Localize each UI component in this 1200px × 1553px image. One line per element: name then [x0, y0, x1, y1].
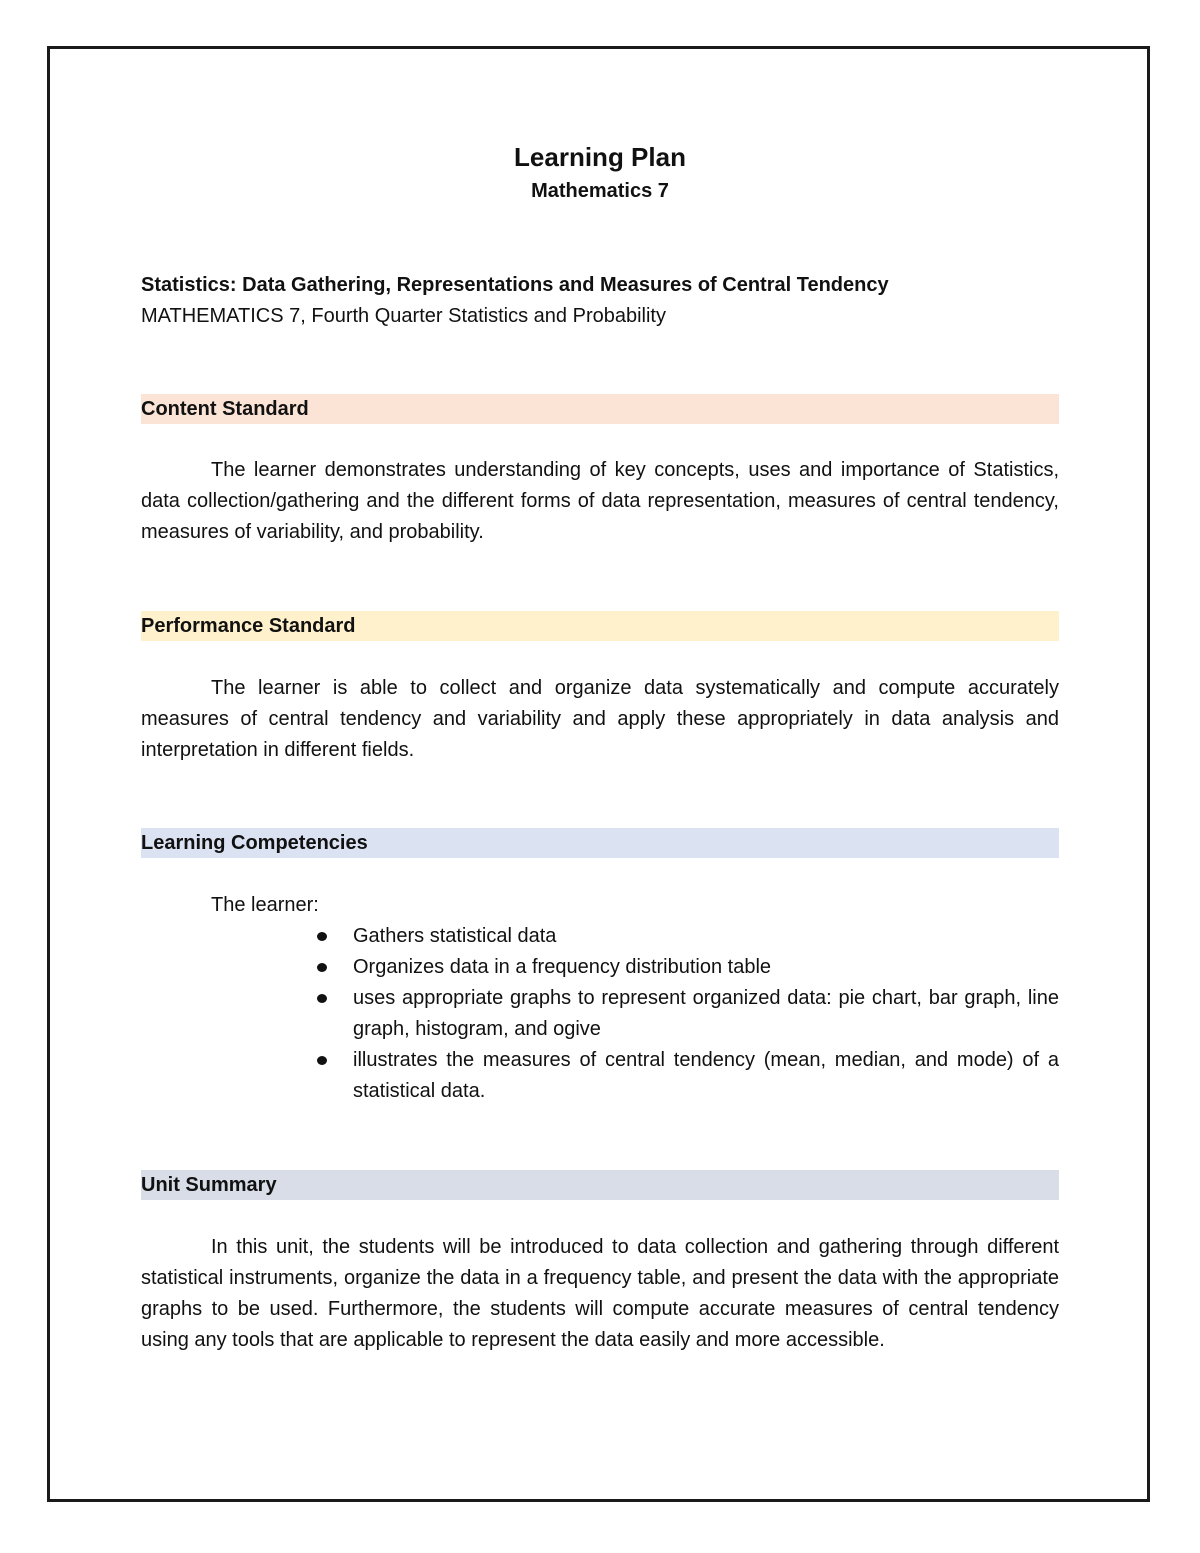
- document-title: Learning Plan: [514, 142, 686, 172]
- list-item-text: Gathers statistical data: [353, 925, 557, 947]
- bullet-icon: [317, 1056, 327, 1065]
- unit-summary-body: In this unit, the students will be introduced to data collection and gathering through different statistical instruments, organize the data in a frequency table, and present the data with the appropriate graphs to be used. Furthermore, the students will compute accurate measures of central tendency using any tools that are applicable to represent the data easily and more accessible.: [141, 1236, 1059, 1351]
- bullet-icon: [317, 932, 327, 941]
- performance-standard-body: The learner is able to collect and organize data systematically and compute accurately measures of central tendency and variability and apply these appropriately in data analysis and interpretation in different fields.: [141, 677, 1059, 761]
- unit-summary-heading: Unit Summary: [141, 1170, 1059, 1200]
- list-item-text: illustrates the measures of central tendency (mean, median, and mode) of a statistical data.: [353, 1049, 1059, 1102]
- unit-title: Statistics: Data Gathering, Representations and Measures of Central Tendency: [141, 274, 889, 296]
- list-item: [312, 983, 1059, 1045]
- list-item: [312, 952, 1059, 983]
- list-item-text: Organizes data in a frequency distribution table: [353, 956, 772, 978]
- competencies-intro: The learner:: [211, 894, 319, 916]
- competencies-list: [312, 921, 1059, 1107]
- bullet-icon: [317, 963, 327, 972]
- document-subtitle: Mathematics 7: [531, 180, 669, 202]
- list-item: [312, 921, 1059, 952]
- list-item-text: uses appropriate graphs to represent organized data: pie chart, bar graph, line graph, histogram, and ogive: [353, 987, 1059, 1040]
- bullet-icon: [317, 994, 327, 1003]
- learning-competencies-heading: Learning Competencies: [141, 828, 1059, 858]
- unit-subtitle: MATHEMATICS 7, Fourth Quarter Statistics and Probability: [141, 305, 666, 327]
- content-standard-body: The learner demonstrates understanding of key concepts, uses and importance of Statistics, data collection/gathering and the different forms of data representation, measures of central tendency, measures of variability, and probability.: [141, 459, 1059, 543]
- content-standard-heading: Content Standard: [141, 394, 1059, 424]
- performance-standard-heading: Performance Standard: [141, 611, 1059, 641]
- list-item: [312, 1045, 1059, 1107]
